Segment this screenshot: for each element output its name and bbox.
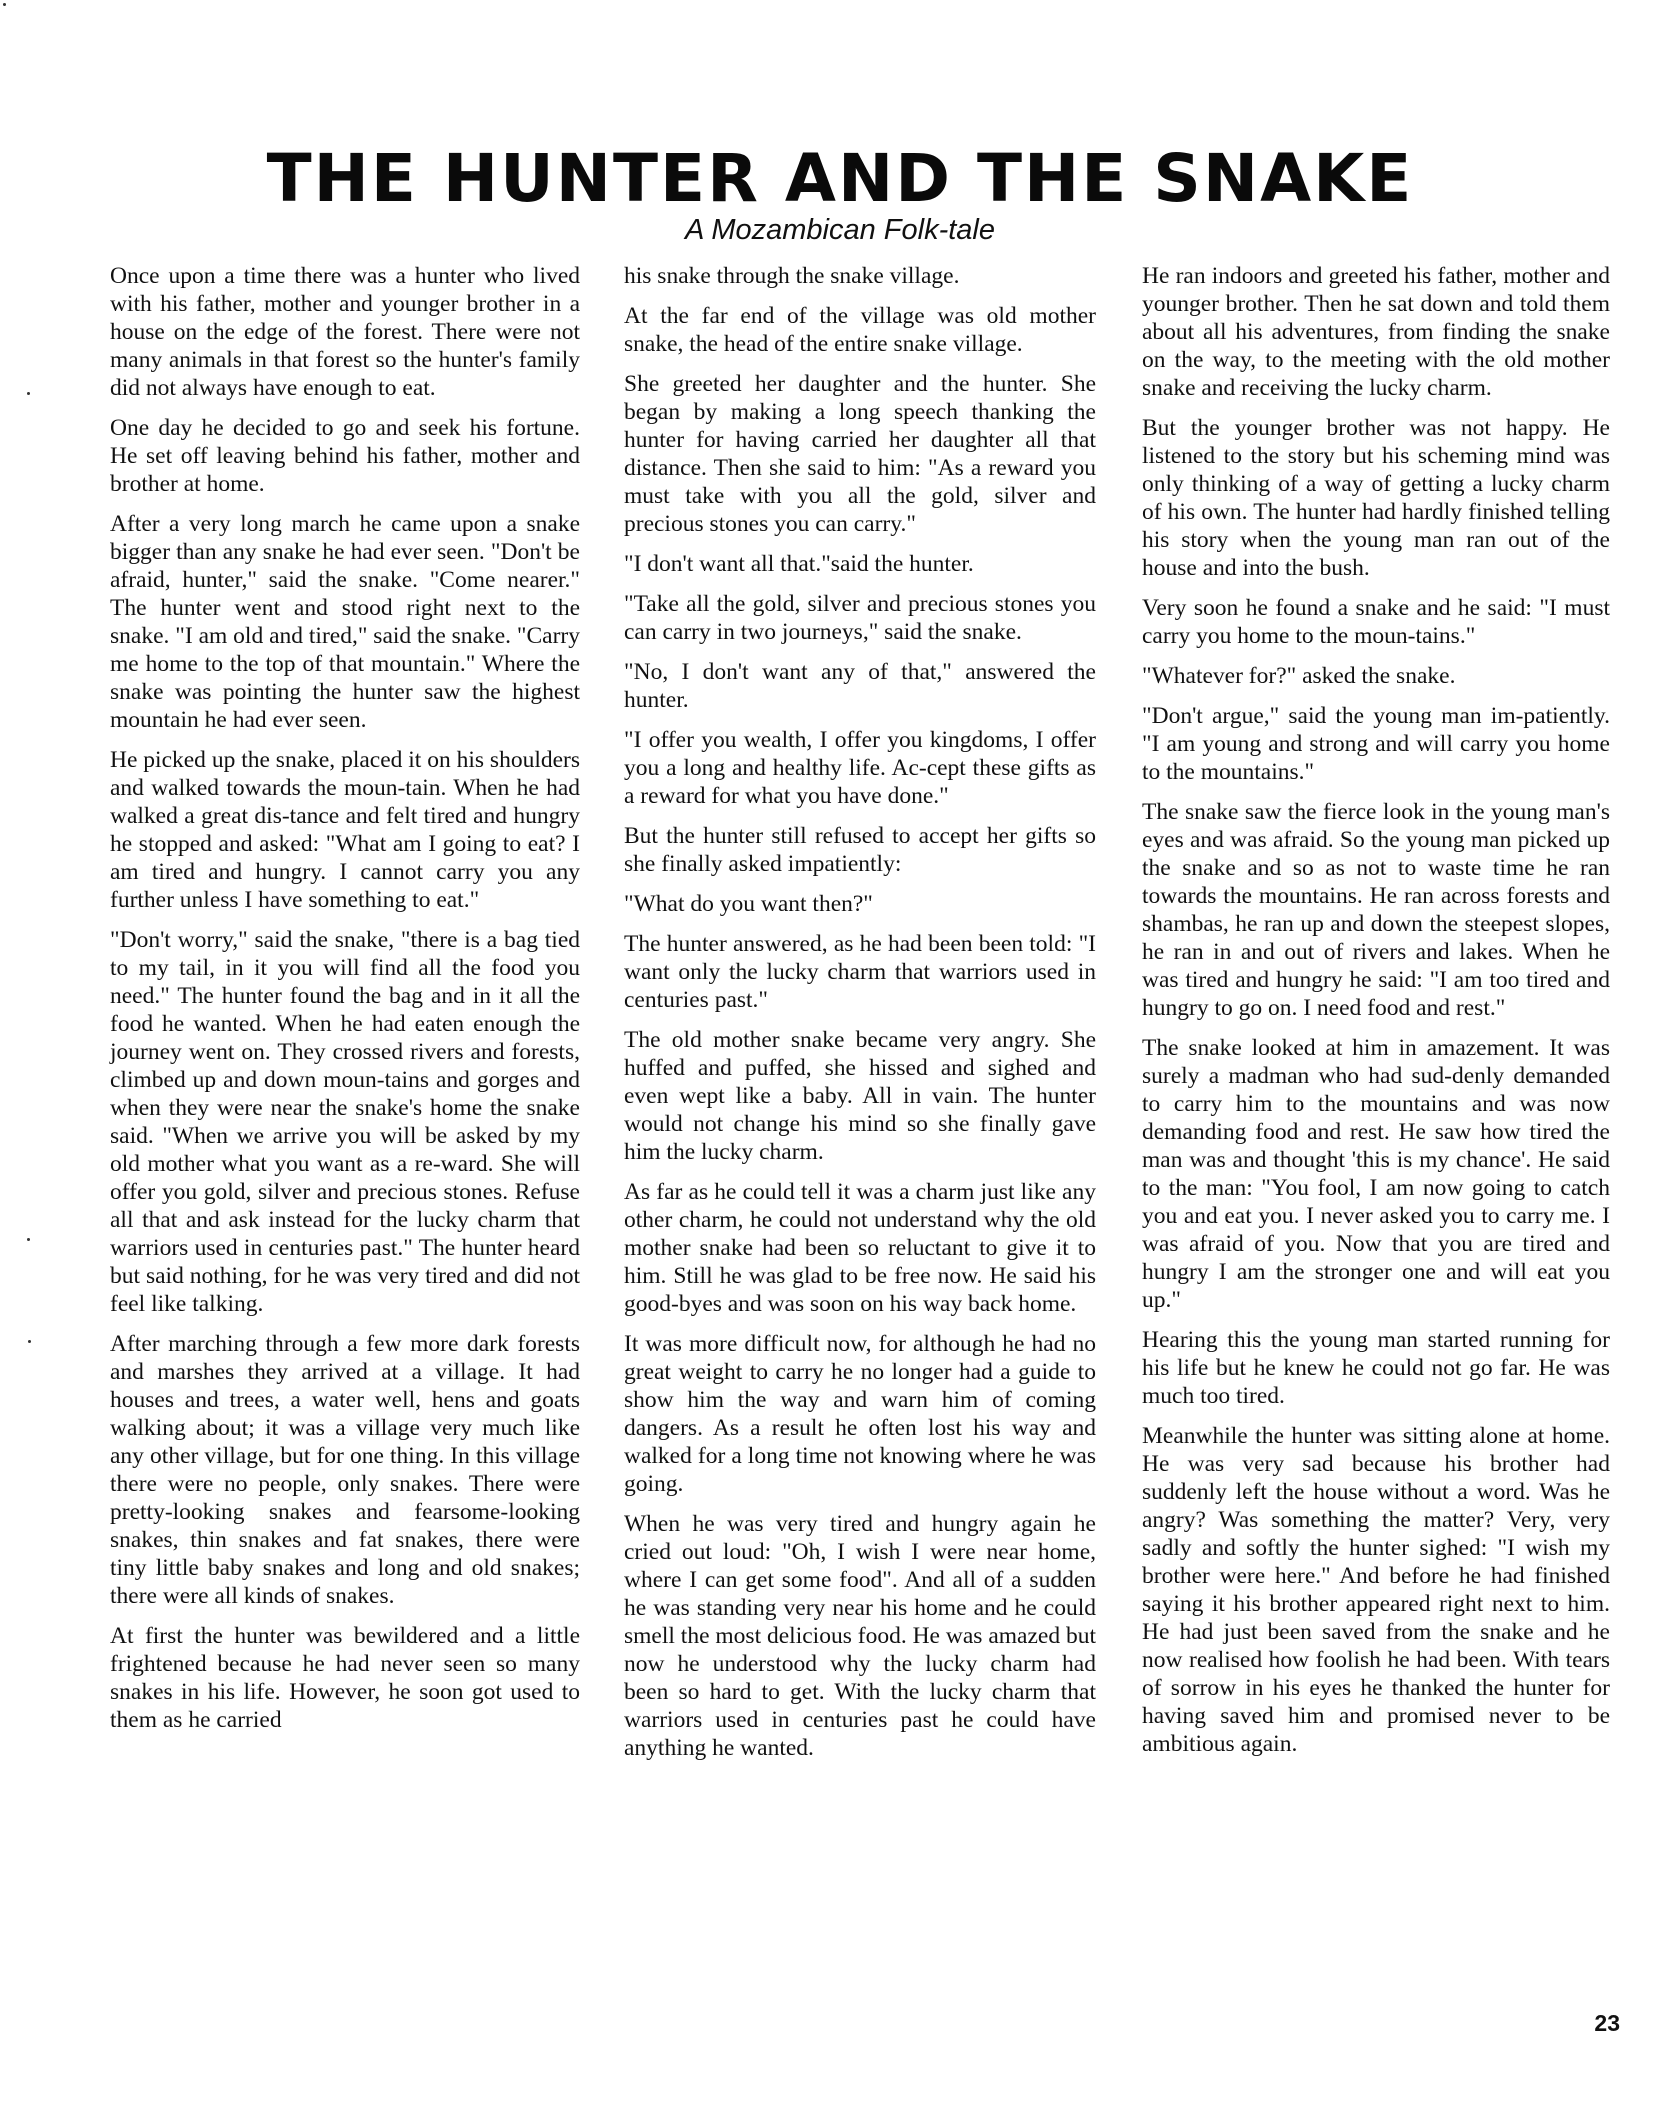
page-title: THE HUNTER AND THE SNAKE <box>266 140 1414 217</box>
paragraph: The hunter answered, as he had been been told: "I want only the lucky charm that warriors used in centuries past." <box>624 931 1096 1013</box>
paragraph: After marching through a few more dark forests and marshes they arrived at a village. It had houses and trees, a water well, hens and goats walking about; it was a village very much like any other village, but for one thing. In this village there were no people, only snakes. There were pretty-looking snakes and fearsome-looking snakes, thin snakes and fat snakes, there were tiny little baby snakes and long and old snakes; there were all kinds of snakes. <box>110 1331 580 1609</box>
paragraph: "Take all the gold, silver and precious stones you can carry in two journeys," said the snake. <box>624 591 1096 645</box>
paragraph: "What do you want then?" <box>624 891 873 917</box>
text-column-1 <box>110 262 580 1746</box>
text-column-2 <box>624 262 1096 1774</box>
paragraph: Very soon he found a snake and he said: "I must carry you home to the moun-tains." <box>1142 595 1610 649</box>
paragraph: "No, I don't want any of that," answered the hunter. <box>624 659 1096 713</box>
paragraph: "I don't want all that."said the hunter. <box>624 551 974 577</box>
paragraph: It was more difficult now, for although he had no great weight to carry he no longer had a guide to show him the way and warn him of coming dangers. As a result he often lost his way and walked for a long time not knowing where he was going. <box>624 1331 1096 1497</box>
paragraph: At the far end of the village was old mother snake, the head of the entire snake village. <box>624 303 1096 357</box>
text-column-3 <box>1142 262 1610 1770</box>
page-number: 23 <box>1594 2010 1620 2036</box>
paragraph: As far as he could tell it was a charm just like any other charm, he could not understand why the old mother snake had been so reluctant to give it to him. Still he was glad to be free now. He said his good-byes and was soon on his way back home. <box>624 1179 1096 1317</box>
paragraph: Hearing this the young man started running for his life but he knew he could not go far. He was much too tired. <box>1142 1327 1610 1409</box>
paragraph: Once upon a time there was a hunter who lived with his father, mother and younger brother in a house on the edge of the forest. There were not many animals in that forest so the hunter's family did not always have enough to eat. <box>110 263 580 401</box>
paragraph: The snake looked at him in amazement. It was surely a madman who had sud-denly demanded to carry him to the mountains and was now demanding food and rest. He saw how tired the man was and thought 'this is my chance'. He said to the man: "You fool, I am now going to catch you and eat you. I never asked you to carry me. I was afraid of you. Now that you are tired and hungry I am the stronger one and will eat you up." <box>1142 1035 1610 1313</box>
paragraph: Meanwhile the hunter was sitting alone at home. He was very sad because his brother had suddenly left the house without a word. Was he angry? Was something the matter? Very, very sadly and softly the hunter sighed: "I wish my brother were here." And before he had finished saying it his brother appeared right next to him. He had just been saved from the snake and he now realised how foolish he had been. With tears of sorrow in his eyes he thanked the hunter for having saved him and promised never to be ambitious again. <box>1142 1423 1610 1757</box>
paragraph: But the hunter still refused to accept her gifts so she finally asked impatiently: <box>624 823 1096 877</box>
scan-speck <box>28 1340 31 1343</box>
paragraph: The snake saw the fierce look in the young man's eyes and was afraid. So the young man picked up the snake and so as not to waste time he ran towards the mountains. He ran across forests and shambas, he ran up and down the steepest slopes, he ran in and out of rivers and lakes. When he was tired and hungry he said: "I am too tired and hungry to go on. I need food and rest." <box>1142 799 1610 1021</box>
paragraph: One day he decided to go and seek his fortune. He set off leaving behind his father, mother and brother at home. <box>110 415 580 497</box>
paragraph: After a very long march he came upon a snake bigger than any snake he had ever seen. "Don't be afraid, hunter," said the snake. "Come nearer." The hunter went and stood right next to the snake. "I am old and tired," said the snake. "Carry me home to the top of that mountain." Where the snake was pointing the hunter saw the highest mountain he had ever seen. <box>110 511 580 733</box>
paragraph: "Don't argue," said the young man im-patiently. "I am young and strong and will carry you home to the mountains." <box>1142 703 1610 785</box>
paragraph: "Whatever for?" asked the snake. <box>1142 663 1456 689</box>
paragraph: He ran indoors and greeted his father, mother and younger brother. Then he sat down and told them about all his adventures, from finding the snake on the way, to the meeting with the old mother snake and receiving the lucky charm. <box>1142 263 1610 401</box>
paragraph: At first the hunter was bewildered and a little frightened because he had never seen so many snakes in his life. However, he soon got used to them as he carried <box>110 1623 580 1733</box>
paragraph: But the younger brother was not happy. He listened to the story but his scheming mind was only thinking of a way of getting a lucky charm of his own. The hunter had hardly finished telling his story when the young man ran out of the house and into the bush. <box>1142 415 1610 581</box>
paragraph: his snake through the snake village. <box>624 263 960 289</box>
paragraph: When he was very tired and hungry again he cried out loud: "Oh, I wish I were near home, where I can get some food". And all of a sudden he was standing very near his home and he could smell the most delicious food. He was amazed but now he understood why the lucky charm had been so hard to get. With the lucky charm that warriors used in centuries past he could have anything he wanted. <box>624 1511 1096 1761</box>
scan-speck <box>27 392 30 395</box>
scan-speck <box>3 3 6 6</box>
paragraph: "Don't worry," said the snake, "there is a bag tied to my tail, in it you will find all the food you need." The hunter found the bag and in it all the food he wanted. When he had eaten enough the journey went on. They crossed rivers and forests, climbed up and down moun-tains and gorges and when they were near the snake's home the snake said. "When we arrive you will be asked by my old mother what you want as a re-ward. She will offer you gold, silver and precious stones. Refuse all that and ask instead for the lucky charm that warriors used in centuries past." The hunter heard but said nothing, for he was very tired and did not feel like talking. <box>110 927 580 1317</box>
scan-speck <box>27 1238 30 1241</box>
paragraph: "I offer you wealth, I offer you kingdoms, I offer you a long and healthy life. Ac-cept these gifts as a reward for what you have done." <box>624 727 1096 809</box>
paragraph: She greeted her daughter and the hunter. She began by making a long speech thanking the hunter for having carried her daughter all that distance. Then she said to him: "As a reward you must take with you all the gold, silver and precious stones you can carry." <box>624 371 1096 537</box>
paragraph: The old mother snake became very angry. She huffed and puffed, she hissed and sighed and even wept like a baby. All in vain. The hunter would not change his mind so she finally gave him the lucky charm. <box>624 1027 1096 1165</box>
paragraph: He picked up the snake, placed it on his shoulders and walked towards the moun-tain. When he had walked a great dis-tance and felt tired and hungry he stopped and asked: "What am I going to eat? I am tired and hungry. I cannot carry you any further unless I have something to eat." <box>110 747 580 913</box>
page-subtitle: A Mozambican Folk-tale <box>685 214 995 246</box>
